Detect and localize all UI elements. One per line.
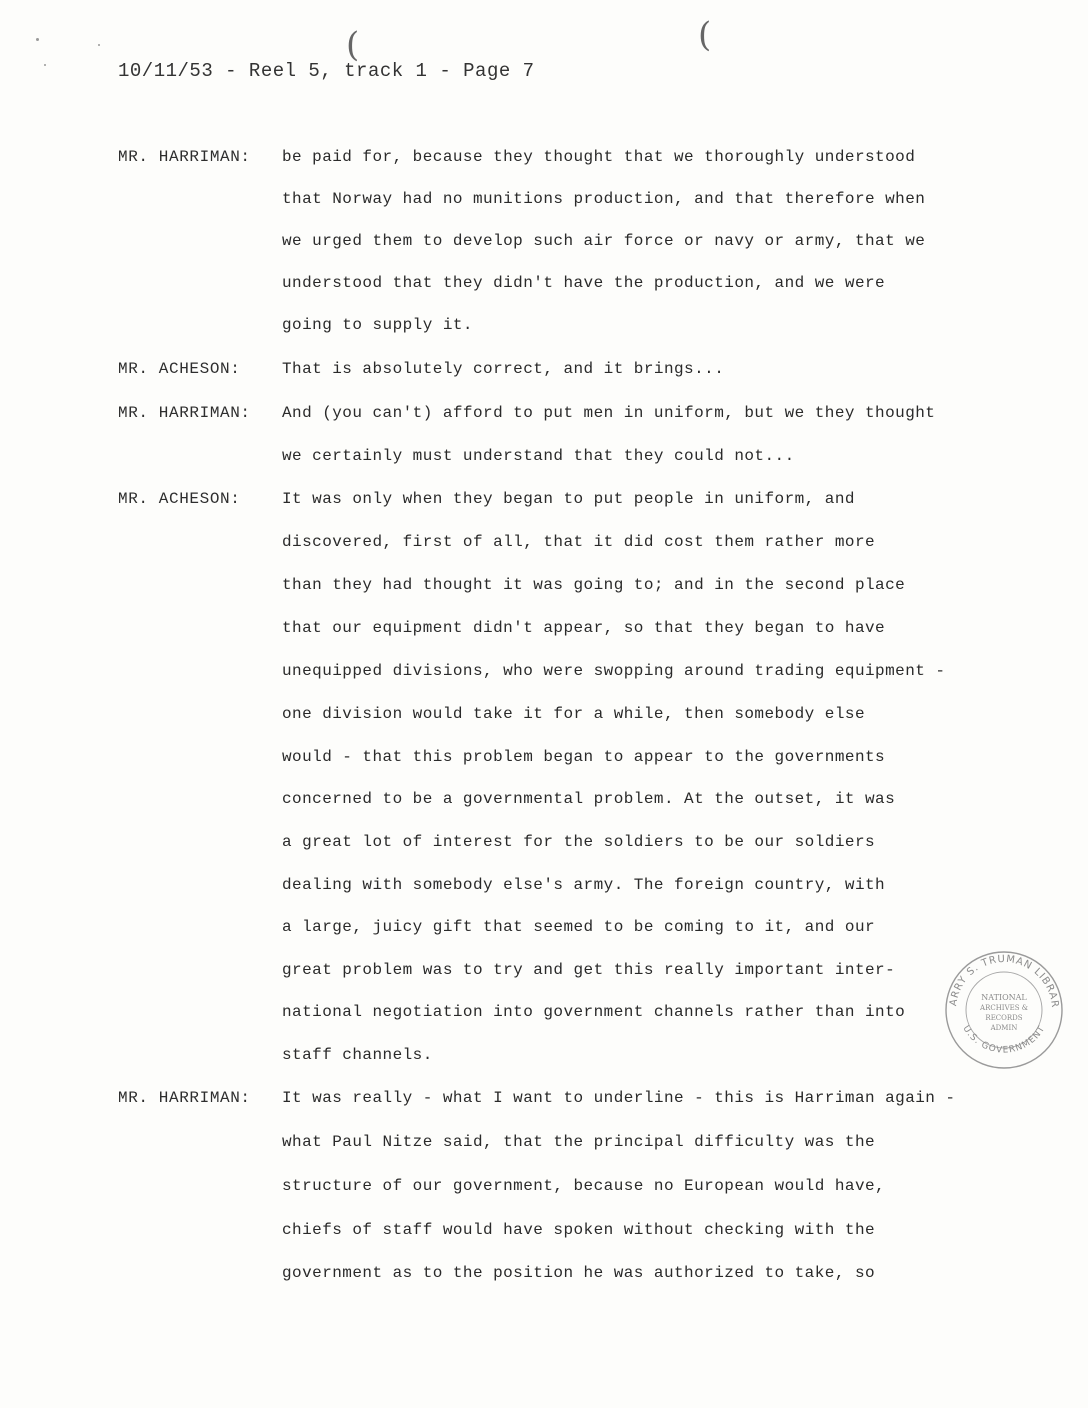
stamp-bottom-text: U.S. GOVERNMENT	[960, 1024, 1048, 1056]
transcript-line: a great lot of interest for the soldiers to be our soldiers	[282, 833, 876, 851]
paren-mark-right: (	[698, 15, 712, 55]
transcript-line: one division would take it for a while, then somebody else	[282, 705, 865, 723]
transcript-line: we urged them to develop such air force or navy or army, that we	[282, 232, 926, 250]
transcript-line: concerned to be a governmental problem. At the outset, it was	[282, 790, 896, 808]
transcript-line: understood that they didn't have the production, and we were	[282, 274, 886, 292]
page-header: 10/11/53 - Reel 5, track 1 - Page 7	[118, 60, 535, 82]
speaker-label: MR. HARRIMAN:	[118, 404, 251, 422]
transcript-line: that our equipment didn't appear, so that they began to have	[282, 619, 886, 637]
transcript-line: national negotiation into government channels rather than into	[282, 1003, 906, 1021]
transcript-line: would - that this problem began to appear to the governments	[282, 748, 886, 766]
transcript-line: be paid for, because they thought that we thoroughly understood	[282, 148, 916, 166]
transcript-line: that Norway had no munitions production, and that therefore when	[282, 190, 926, 208]
stamp-inner-line: ARCHIVES &	[980, 1004, 1028, 1012]
transcript-line: unequipped divisions, who were swopping around trading equipment -	[282, 662, 946, 680]
transcript-line: government as to the position he was authorized to take, so	[282, 1264, 876, 1282]
transcript-line: discovered, first of all, that it did cost them rather more	[282, 533, 876, 551]
transcript-line: That is absolutely correct, and it brings...	[282, 360, 725, 378]
transcript-line: great problem was to try and get this really important inter-	[282, 961, 896, 979]
scan-speck	[36, 38, 39, 41]
stamp-inner-line: NATIONAL	[981, 993, 1027, 1002]
transcript-line: structure of our government, because no European would have,	[282, 1177, 886, 1195]
transcript-line: a large, juicy gift that seemed to be coming to it, and our	[282, 918, 876, 936]
speaker-label: MR. HARRIMAN:	[118, 1089, 251, 1107]
paren-mark-left: (	[346, 25, 360, 65]
speaker-label: MR. ACHESON:	[118, 490, 241, 508]
speaker-label: MR. ACHESON:	[118, 360, 241, 378]
transcript-line: we certainly must understand that they could not...	[282, 447, 795, 465]
scan-speck	[98, 44, 100, 46]
transcript-line: dealing with somebody else's army. The foreign country, with	[282, 876, 886, 894]
transcript-line: than they had thought it was going to; and in the second place	[282, 576, 906, 594]
transcript-line: staff channels.	[282, 1046, 433, 1064]
transcript-line: It was only when they began to put people in uniform, and	[282, 490, 855, 508]
archive-stamp-graphic	[938, 940, 1070, 1072]
archive-stamp	[938, 940, 1070, 1072]
stamp-inner-line: ADMIN	[990, 1024, 1018, 1032]
transcript-line: chiefs of staff would have spoken without checking with the	[282, 1221, 876, 1239]
scan-speck	[44, 64, 46, 66]
speaker-label: MR. HARRIMAN:	[118, 148, 251, 166]
transcript-line: It was really - what I want to underline - this is Harriman again -	[282, 1089, 956, 1107]
transcript-line: what Paul Nitze said, that the principal difficulty was the	[282, 1133, 876, 1151]
transcript-line: And (you can't) afford to put men in uniform, but we they thought	[282, 404, 936, 422]
stamp-outer-text: ARRY S. TRUMAN LIBRAR	[948, 953, 1061, 1009]
transcript-line: going to supply it.	[282, 316, 473, 334]
stamp-inner-line: RECORDS	[985, 1014, 1023, 1022]
